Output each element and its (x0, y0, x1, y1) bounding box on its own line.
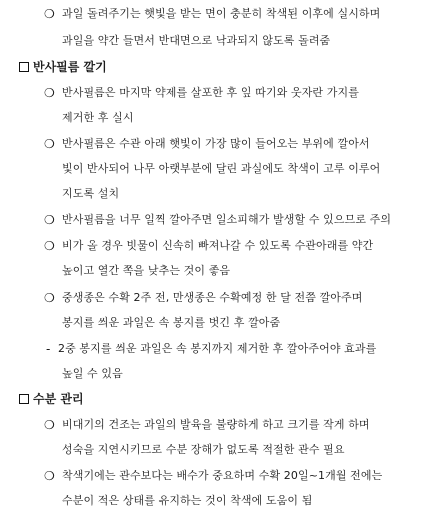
bullet-icon: ❍ (44, 239, 55, 253)
s1-item4-line2: 높이고 열간 쪽을 낮추는 것이 좋음 (62, 264, 231, 277)
s1-item1-line2: 제거한 후 실시 (62, 111, 134, 124)
s1-item1-line1: 반사필름은 마지막 약제를 살포한 후 잎 따기와 웃자란 가지를 (62, 86, 359, 99)
s1-item3-line1: 반사필름을 너무 일찍 깔아주면 일소피해가 발생할 수 있으므로 주의 (62, 213, 392, 226)
s1-note-line2: 높일 수 있음 (62, 367, 123, 380)
bullet-icon: ❍ (44, 418, 55, 432)
s1-item2-line3: 지도록 설치 (62, 187, 120, 200)
s2-item1-line1: 비대기의 건조는 과일의 발육을 불량하게 하고 크기를 작게 하며 (62, 418, 370, 431)
s1-note-line1: 2중 봉지를 씌운 과일은 속 봉지까지 제거한 후 깔아주어야 효과를 (58, 342, 377, 355)
section-checkbox-icon (19, 394, 29, 404)
s2-item2-line2: 수분이 적은 상태를 유지하는 것이 착색에 도움이 됨 (62, 494, 313, 507)
dash-marker: - (46, 342, 51, 356)
s1-item2-line2: 빛이 반사되어 나무 아랫부분에 달린 과실에도 착색이 고루 이루어 (62, 162, 381, 175)
s2-item2-line1: 착색기에는 관수보다는 배수가 중요하며 수확 20일~1개월 전에는 (62, 469, 383, 482)
bullet-icon: ❍ (44, 7, 55, 21)
section1-heading: 반사필름 깔기 (33, 60, 107, 74)
s1-item4-line1: 비가 올 경우 빗물이 신속히 빠져나갈 수 있도록 수관아래를 약간 (62, 239, 374, 252)
intro-line-1: 과일 돌려주기는 햇빛을 받는 면이 충분히 착색된 이후에 실시하며 (62, 7, 381, 20)
bullet-icon: ❍ (44, 469, 55, 483)
s2-item1-line2: 성숙을 지연시키므로 수분 장해가 없도록 적절한 관수 필요 (62, 443, 345, 456)
section2-heading: 수분 관리 (33, 392, 84, 406)
bullet-icon: ❍ (44, 213, 55, 227)
bullet-icon: ❍ (44, 86, 55, 100)
section-checkbox-icon (19, 62, 29, 72)
intro-line-2: 과일을 약간 들면서 반대면으로 낙과되지 않도록 돌려줌 (62, 34, 331, 47)
bullet-icon: ❍ (44, 137, 55, 151)
bullet-icon: ❍ (44, 291, 55, 305)
s1-item5-line2: 봉지를 씌운 과일은 속 봉지를 벗긴 후 깔아줌 (62, 316, 281, 329)
s1-item5-line1: 중생종은 수확 2주 전, 만생종은 수확예정 한 달 전쯤 깔아주며 (62, 291, 363, 304)
s1-item2-line1: 반사필름은 수관 아래 햇빛이 가장 많이 들어오는 부위에 깔아서 (62, 137, 370, 150)
